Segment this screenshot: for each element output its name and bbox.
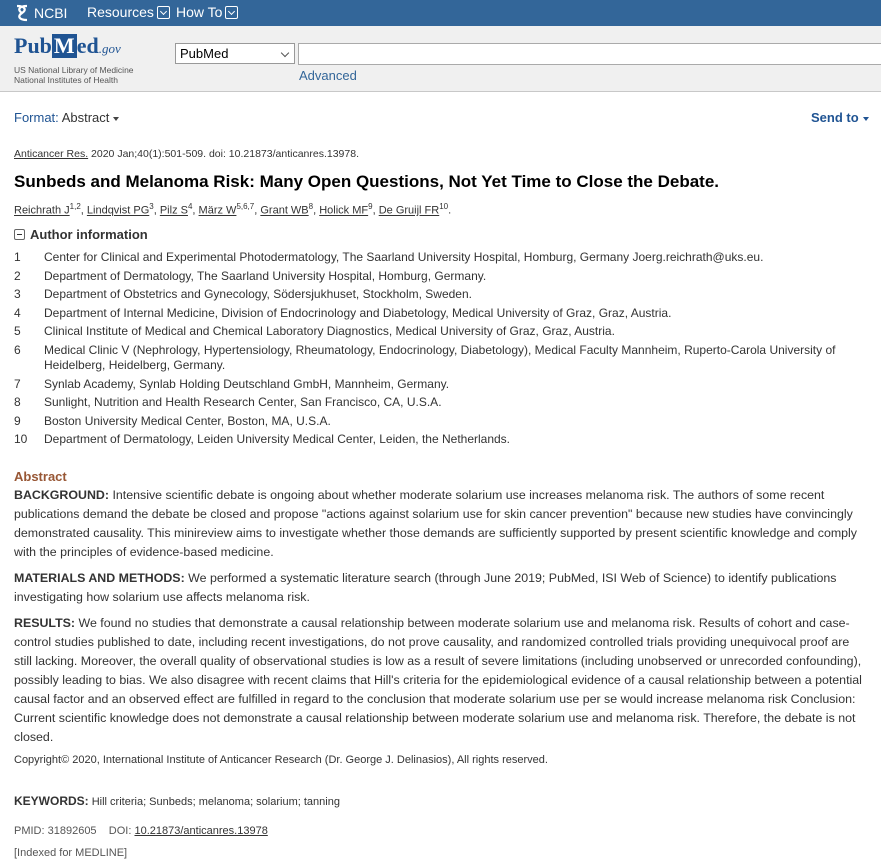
format-value: Abstract [61,110,110,125]
doi-label: DOI: [108,825,132,837]
abstract-heading: Abstract [14,469,67,484]
author-link[interactable]: De Gruijl FR [378,204,440,217]
send-to-menu[interactable] [811,110,869,125]
article-title: Sunbeds and Melanoma Risk: Many Open Questions, Not Yet Time to Close the Debate. [14,172,720,191]
chevron-down-icon [281,49,289,57]
resources-menu[interactable] [87,4,170,20]
caret-down-icon [863,117,869,121]
affiliation-item: 2 Department of Dermatology, The Saarland University Hospital, Homburg, Germany. [14,268,487,283]
ncbi-topbar [0,0,881,26]
howto-label: How To [176,4,223,20]
keywords [14,794,340,808]
affiliation-list [14,250,874,451]
affiliation-item: 9 Boston University Medical Center, Boston, MA, U.S.A. [14,413,331,428]
ncbi-logo-icon [14,4,30,22]
chevron-down-icon [225,6,238,19]
affiliation-item: 6 Medical Clinic V (Nephrology, Hypertensiology, Rheumatology, Endocrinology, Diabetology), Medical Faculty Mannheim, Ruperto-Carola University of Heidelberg, Heidelberg, Germany. [14,342,836,372]
affiliation-item: 7 Synlab Academy, Synlab Holding Deutschland GmbH, Mannheim, Germany. [14,376,450,391]
doi-link[interactable]: 10.21873/anticanres.13978 [134,825,268,837]
affiliation-item: 4 Department of Internal Medicine, Division of Endocrinology and Diabetology, Medical University of Graz, Graz, Austria. [14,305,672,320]
keywords-list: Hill criteria; Sunbeds; melanoma; solarium; tanning [88,796,340,808]
abstract-background: BACKGROUND: Intensive scientific debate is ongoing about whether moderate solarium use increases melanoma risk. The authors of some recent publications demand the debate be closed and propose "actions against solarium use for skin cancer prevention" because new studies have convincingly demonstrated causality. This minireview aims to investigate whether those demands are sufficiently supported by present scientific knowledge and comply with the principles of evidence-based medicine. [14,488,857,559]
abstract-methods: MATERIALS AND METHODS: We performed a systematic literature search (through June 2019; PubMed, ISI Web of Science) to identify publications investigating how solarium use affects melanoma risk. [14,571,837,604]
affiliation-item: 10 Department of Dermatology, Leiden University Medical Center, Leiden, the Netherlands. [14,432,511,447]
citation-details: 2020 Jan;40(1):501-509. doi: 10.21873/anticanres.13978. [88,148,359,160]
database-select[interactable] [175,43,295,64]
author-link[interactable]: Lindqvist PG [86,204,150,217]
author-list: Reichrath J$^{1,2}$, Lindqvist $PG^3$, Pilz $S^4$, März W$^{5,6,7}$, Grant $WB^8$, Holick $MF^9$, De Gruijl FR$^{10}$. [14,202,452,217]
affiliation-item: 5 Clinical Institute of Medical and Chemical Laboratory Diagnostics, Medical University of Graz, Graz, Austria. [14,324,615,339]
ncbi-home-link[interactable] [14,3,67,23]
copyright: Copyright© 2020, International Institute of Anticancer Research (Dr. George J. Delinasios), All rights reserved. [14,754,548,766]
nlm-label: US National Library of Medicine [14,65,134,75]
pubmed-logo-wordmark: PubMed.gov [14,33,121,58]
author-link[interactable]: Grant WB [260,204,309,217]
affiliation-item: 8 Sunlight, Nutrition and Health Research Center, San Francisco, CA, U.S.A. [14,395,442,410]
pmid: PMID: 31892605 [14,825,97,837]
caret-down-icon [113,117,119,121]
affiliation-item: 3 Department of Obstetrics and Gynecology, Södersjukhuset, Stockholm, Sweden. [14,287,472,302]
keywords-label: KEYWORDS: [14,794,89,808]
citation-line [14,148,359,160]
journal-link[interactable]: Anticancer Res. [14,148,89,160]
search-header [0,26,881,92]
author-info-toggle[interactable] [14,227,148,242]
identifiers [14,825,268,837]
format-selector[interactable]: Format: Abstract [14,110,119,125]
abstract-results: RESULTS: We found no studies that demonstrate a causal relationship between moderate solarium use and melanoma risk. Results of cohort and case-control studies published to date, including recent investigations, do not prove causality, and randomized controlled trials providing unequivocal proof are still lacking. Moreover, the overall quality of observational studies is low as a result of severe limitations (including unobserved or unrecorded confounding), possibly leading to bias. We also disagree with recent claims that Hill's criteria for the epidemiological evidence of a causal relationship between a potential causal factor and an observed effect are fulfilled in regard to the conclusion that moderate solarium use per se would increase melanoma risk Conclusion: Current scientific knowledge does not demonstrate a causal relationship between moderate solarium use and melanoma risk. Therefore, the debate is not closed. [14,616,862,744]
format-label: Format [14,110,56,125]
howto-menu[interactable] [176,4,238,20]
advanced-search-link[interactable]: Advanced [299,68,357,83]
author-link[interactable]: Reichrath J [14,204,70,217]
abstract-body [14,486,864,754]
author-link[interactable]: Pilz S [159,204,188,217]
medline-indexed: [Indexed for MEDLINE] [14,847,128,859]
chevron-down-icon [157,6,170,19]
search-input[interactable] [298,43,881,65]
database-selected: PubMed [180,46,229,61]
author-link[interactable]: März W [198,204,237,217]
resources-label: Resources [87,4,154,20]
nih-label: National Institutes of Health [14,75,118,85]
author-link[interactable]: Holick MF [319,204,369,217]
ncbi-label: NCBI [34,5,68,21]
pubmed-logo[interactable] [14,34,134,85]
affiliation-item: 1 Center for Clinical and Experimental Photodermatology, The Saarland University Hospital, Homburg, Germany Joerg.reichrath@uks.eu. [14,250,764,264]
send-to-label: Send to [811,110,859,125]
author-info-heading: Author information [30,227,148,242]
collapse-icon [14,229,25,240]
